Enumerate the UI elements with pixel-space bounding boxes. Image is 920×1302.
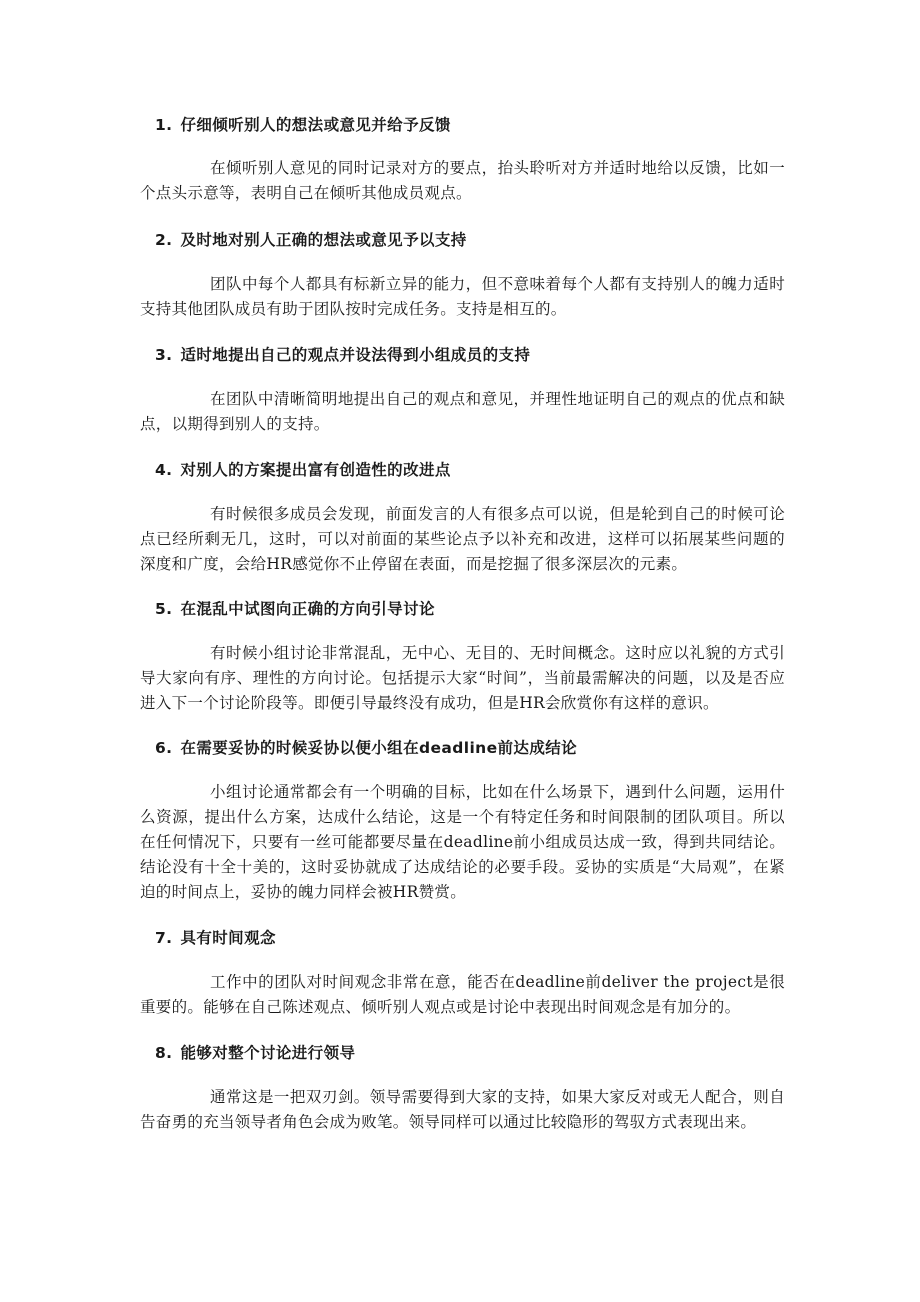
section-heading — [155, 736, 577, 760]
section-title: 在需要妥协的时候妥协以便小组在deadline前达成结论 — [180, 739, 578, 757]
section-title: 适时地提出自己的观点并设法得到小组成员的支持 — [180, 346, 531, 364]
section-title: 及时地对别人正确的想法或意见予以支持 — [180, 231, 467, 249]
section-heading — [155, 113, 451, 137]
section-number: 8. — [155, 1044, 173, 1062]
section-title: 在混乱中试图向正确的方向引导讨论 — [180, 600, 435, 618]
section-heading — [155, 458, 451, 482]
section-number: 3. — [155, 346, 173, 364]
section-body: 有时候很多成员会发现，前面发言的人有很多点可以说，但是轮到自己的时候可论点已经所剩无几，这时，可以对前面的某些论点予以补充和改进，这样可以拓展某些问题的深度和广度，会给HR感觉你不止停留在表面，而是挖掘了很多深层次的元素。 — [140, 505, 785, 573]
section-number: 1. — [155, 116, 173, 134]
section-title: 对别人的方案提出富有创造性的改进点 — [180, 461, 451, 479]
section-body: 团队中每个人都具有标新立异的能力，但不意味着每个人都有支持别人的魄力适时支持其他团队成员有助于团队按时完成任务。支持是相互的。 — [140, 275, 785, 318]
section-number: 2. — [155, 231, 173, 249]
section-body: 工作中的团队对时间观念非常在意，能否在deadline前deliver the project是很重要的。能够在自己陈述观点、倾听别人观点或是讨论中表现出时间观念是有加分的。 — [140, 973, 785, 1016]
section-number: 4. — [155, 461, 173, 479]
section-heading — [155, 228, 467, 252]
section-number: 7. — [155, 929, 173, 947]
section-title: 具有时间观念 — [180, 929, 276, 947]
section-number: 6. — [155, 739, 173, 757]
section-body: 在倾听别人意见的同时记录对方的要点，抬头聆听对方并适时地给以反馈，比如一个点头示意等，表明自己在倾听其他成员观点。 — [140, 159, 785, 202]
section-body: 小组讨论通常都会有一个明确的目标，比如在什么场景下，遇到什么问题，运用什么资源，提出什么方案，达成什么结论，这是一个有特定任务和时间限制的团队项目。所以在任何情况下，只要有一丝可能都要尽量在deadline前小组成员达成一致，得到共同结论。结论没有十全十美的，这时妥协就成了达成结论的必要手段。妥协的实质是“大局观”，在紧迫的时间点上，妥协的魄力同样会被HR赞赏。 — [140, 783, 785, 901]
section-body: 通常这是一把双刃剑。领导需要得到大家的支持，如果大家反对或无人配合，则自告奋勇的充当领导者角色会成为败笔。领导同样可以通过比较隐形的驾驭方式表现出来。 — [140, 1088, 785, 1131]
section-body: 在团队中清晰简明地提出自己的观点和意见，并理性地证明自己的观点的优点和缺点，以期得到别人的支持。 — [140, 390, 785, 433]
section-heading — [155, 926, 276, 950]
section-number: 5. — [155, 600, 173, 618]
section-heading — [155, 343, 530, 367]
section-heading — [155, 1041, 355, 1065]
section-heading — [155, 597, 435, 621]
section-title: 能够对整个讨论进行领导 — [180, 1044, 356, 1062]
section-body: 有时候小组讨论非常混乱，无中心、无目的、无时间概念。这时应以礼貌的方式引导大家向有序、理性的方向讨论。包括提示大家“时间”，当前最需解决的问题，以及是否应进入下一个讨论阶段等。即便引导最终没有成功，但是HR会欣赏你有这样的意识。 — [140, 644, 785, 712]
section-title: 仔细倾听别人的想法或意见并给予反馈 — [180, 116, 451, 134]
